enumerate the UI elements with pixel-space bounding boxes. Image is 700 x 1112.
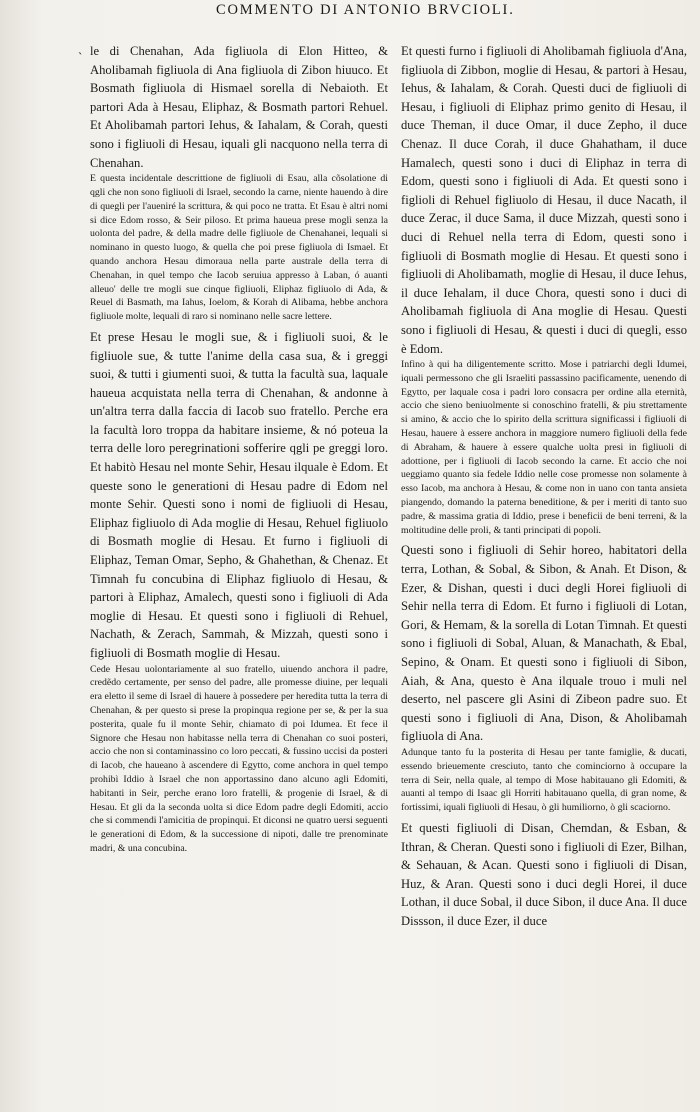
right-commentary-1: Infino à qui ha diligentemente scritto. Mose i patriarchi degli Idumei, iquali permessono che gli Israeliti passassino pacificamente, uenendo di Egytto, per laquale cosa i padri loro consacra per ordine alla eternità, accio che sieno beniuolmente si conoschino fratelli, & piu strettamente si amino, & accio che lo spirito della scrittura significassi i figliuoli di Hesau, hauere à essere anchora in maggiore numero figliuoli della fede di Abraham, & hauere à essere qualche uolta presi in figliuoli di adottione, per i figliuoli di Iacob secondo la carne. Et accio che noi ueggiamo quanto sia fedele Iddio nelle cose promesse non solamente à esso Iacob, ma anchora à Hesau, & come non in uano con tanta ansieta piangendo, domando la paterna beneditione, & per i meriti di tanto suo padre, & massima gratia di Iddio, prese i beneficii de beni terreni, & la moltitudine delle proli, & tanti principati di popoli. <box>401 359 687 536</box>
right-paragraph-3: Et questi figliuoli di Disan, Chemdan, & Esban, & Ithran, & Cheran. Questi sono i figliuoli di Ezer, Bilhan, & Sehauan, & Acan. Questi sono i figliuoli di Disan, Huz, & Aran. Questi sono i duci degli Horei, il duce Lothan, il duce Sobal, il duce Sibon, il duce Ana. Il duce Dissson, il duce Ezer, il duce <box>401 820 687 928</box>
left-commentary-1: E questa incidentale descrittione de figliuoli di Esau, alla cõsolatione di qgli che non sono figliuoli di Israel, secondo la carne, niente hauendo à dire di quegli per l'aueniré la scrittura, & qui poco ne tratta. Et Esau è altri nomi si dice Edom rosso, & Seir piloso. Et prima haueua prese moglì senza la uolonta del padre, & della madre delle figliuole de Chenahanei, lequali si nominano in questo luogo, & quella che poi prese figliuola di Ismael. Et quando anchora Hesau dimoraua nella parte australe della terra di Chenahan, in quel tempo che Iacob seruiua appresso à Laban, ó auanti alleuo' delle tre mogli sue cinque figliuoli, Eliphaz figliuolo di Ada, & Reuel di Basmath, ma Iahus, Ioelom, & Korah di Alibama, hebbe anchora figliuole molte, lequali di raro si nominano nelle sacre lettere. <box>90 173 388 323</box>
margin-mark: ˎ <box>78 40 83 55</box>
right-paragraph-2: Questi sono i figliuoli di Sehir horeo, habitatori della terra, Lothan, & Sobal, & Sibon, & Anah. Et Dison, & Ezer, & Dishan, questi i duci degli Horei figliuoli di Sehir nella terra di Edom. Et furno i figliuoli di Lotan, Gori, & Hemam, & la sorella di Lotan Timnah. Et questi sono i figliuoli di Sobal, Aluan, & Manachath, & Ebal, Sepino, & Onam. Et questi sono i figliuoli di Sibon, Aiah, & Ana, questo è Ana ilquale trouo i muli nel deserto, nel pascere gli Asini di Zibeon padre suo. Et questi sono i figliuoli di Ana, Dison, & Aholibamah figliuola di Ana. <box>401 543 687 744</box>
right-paragraph-1: Et questi furno i figliuoli di Aholibamah figliuola d'Ana, figliuola di Zibbon, moglie di Hesau, & partori à Hesau, Iehus, & Iahalam, & Corah. Questi duci de figliuoli di Hesau, i figliuoli di Eliphaz primo genito di Hesau, il duce Theman, il duce Omar, il duce Zepho, il duce Chenaz. Il duce Corah, il duce Ghahatham, il duce Hamalech, questi sono i duci di Eliphaz in terra di Edom, questi sono i figliuoli di Ada. Et questi sono i figlioli di Rehuel figliuolo di Hesau, il duce Nacath, il duce Zerac, il duce Sama, il duce Mizzah, questi sono i duci di Rehuel nella terra di Edom, questi sono i figliuoli di Bosmath moglie di Hesau. Et questi sono i figliuoli di Aholibamath, moglie di Hesau, il duce Iehus, il duce Iehalam, il duce Chora, questi sono i duci di Aholibamah figliuola di Ana moglie di Hesau. Questi sono i figliuoli di Hesau, & questi i duci di quegli, esso è Edom. <box>401 44 687 356</box>
left-column <box>90 42 388 1062</box>
left-paragraph-1: le di Chenahan, Ada figliuola di Elon Hitteo, & Aholibamah figliuola di Ana figliuola di Zibon hiuuco. Et Bosmath figliuola di Hismael sorella di Nebaioth. Et partori Ada à Hesau, Eliphaz, & Bosmath partori Rehuel. Et Aholibamah partori Iehus, & Iahalam, & Corah, questi sono i figliuoli di Hesau, iquali gli nacquono nella terra di Chenahan. <box>90 44 388 170</box>
right-commentary-2: Adunque tanto fu la posterita di Hesau per tante famiglie, & ducati, essendo brieuemente cresciuto, tanto che cominciorno à occupare la terra di Seir, nella quale, al tempo di Mose habitauano gli Edomiti, & auanti al tempo di Isaac gli Horriti habitauano quella, di gran nome, & fortissimi, iquali figliuoli di Hesau, ò gli humiliorno, ò gli scaciorno. <box>401 746 687 814</box>
running-header: COMMENTO DI ANTONIO BRVCIOLI. <box>216 2 515 18</box>
right-column <box>401 42 687 1074</box>
left-commentary-2: Cede Hesau uolontariamente al suo fratello, uiuendo anchora il padre, credẽdo certamente, per senso del padre, alle promesse diuine, per lequali era eletto il seme di Israel di hauere à possedere per heredita tutta la terra di Chenahan, & per questo si prese la propinqua regione per se, & per la sua posterita, quale fu il monte Sehir, chiamato di poi Idumea. Et fece il Signore che Hesau non habitasse nella terra di Chenahan co suoi posteri, accio che non si contaminassino co loro peccati, & fussino uccisi da posteri di Iacob, che haueano à ascendere di Egytto, come anchora in quel tempo prohibì Iddio à Israel che non apportassino dano alcuno agli Edomiti, habitanti in Seir, perche erano loro fratelli, & progenie di Israel, & di Hesau. Et gli da la seconda uolta si dice Edom padre degli Edomiti, accio che si commendi l'amicitia de propinqui. Et diconsi ne quatro uersi seguenti le generationi di Edom, & la successione di nipoti, dalle tre prenominate madri, & una concubina. <box>90 663 388 854</box>
left-paragraph-2: Et prese Hesau le mogli sue, & i figliuoli suoi, & le figliuole sue, & tutte l'anime della casa sua, & i greggi suoi, & tutti i giumenti suoi, & tutta la facultà sua, laquale haueua acquistata nella terra di Chenahan, & andonne à un'altra terra dalla faccia di Iacob suo fratello. Perche era la facultà loro troppa da habitare insieme, & nó poteua la terra delle loro peregrinationi sofferire qgli pe greggi loro. Et habitò Hesau nel monte Sehir, Hesau ilquale è Edom. Et queste sono le generationi di Hesau padre di Edom nel monte Sehir. Questi sono i nomi de figliuoli di Hesau, Eliphaz figliuolo di Ada moglie di Hesau, Rehuel figliuolo di Bosmath moglie di Hesau. Et furno i figliuoli di Eliphaz, Teman Omar, Sepho, & Ghahethan, & Chenaz. Et Timnah fu concubina di Eliphaz figliuolo di Hesau, & partori à Eliphaz, Amalech, questi sono i figliuoli di Ada moglie di Hesau. Et questi sono i figliuoli di Rehuel, Nachath, & Zerach, Sammah, & Mizzah, questi sono i figliuoli di Bosmath moglie di Hesau. <box>90 329 388 661</box>
